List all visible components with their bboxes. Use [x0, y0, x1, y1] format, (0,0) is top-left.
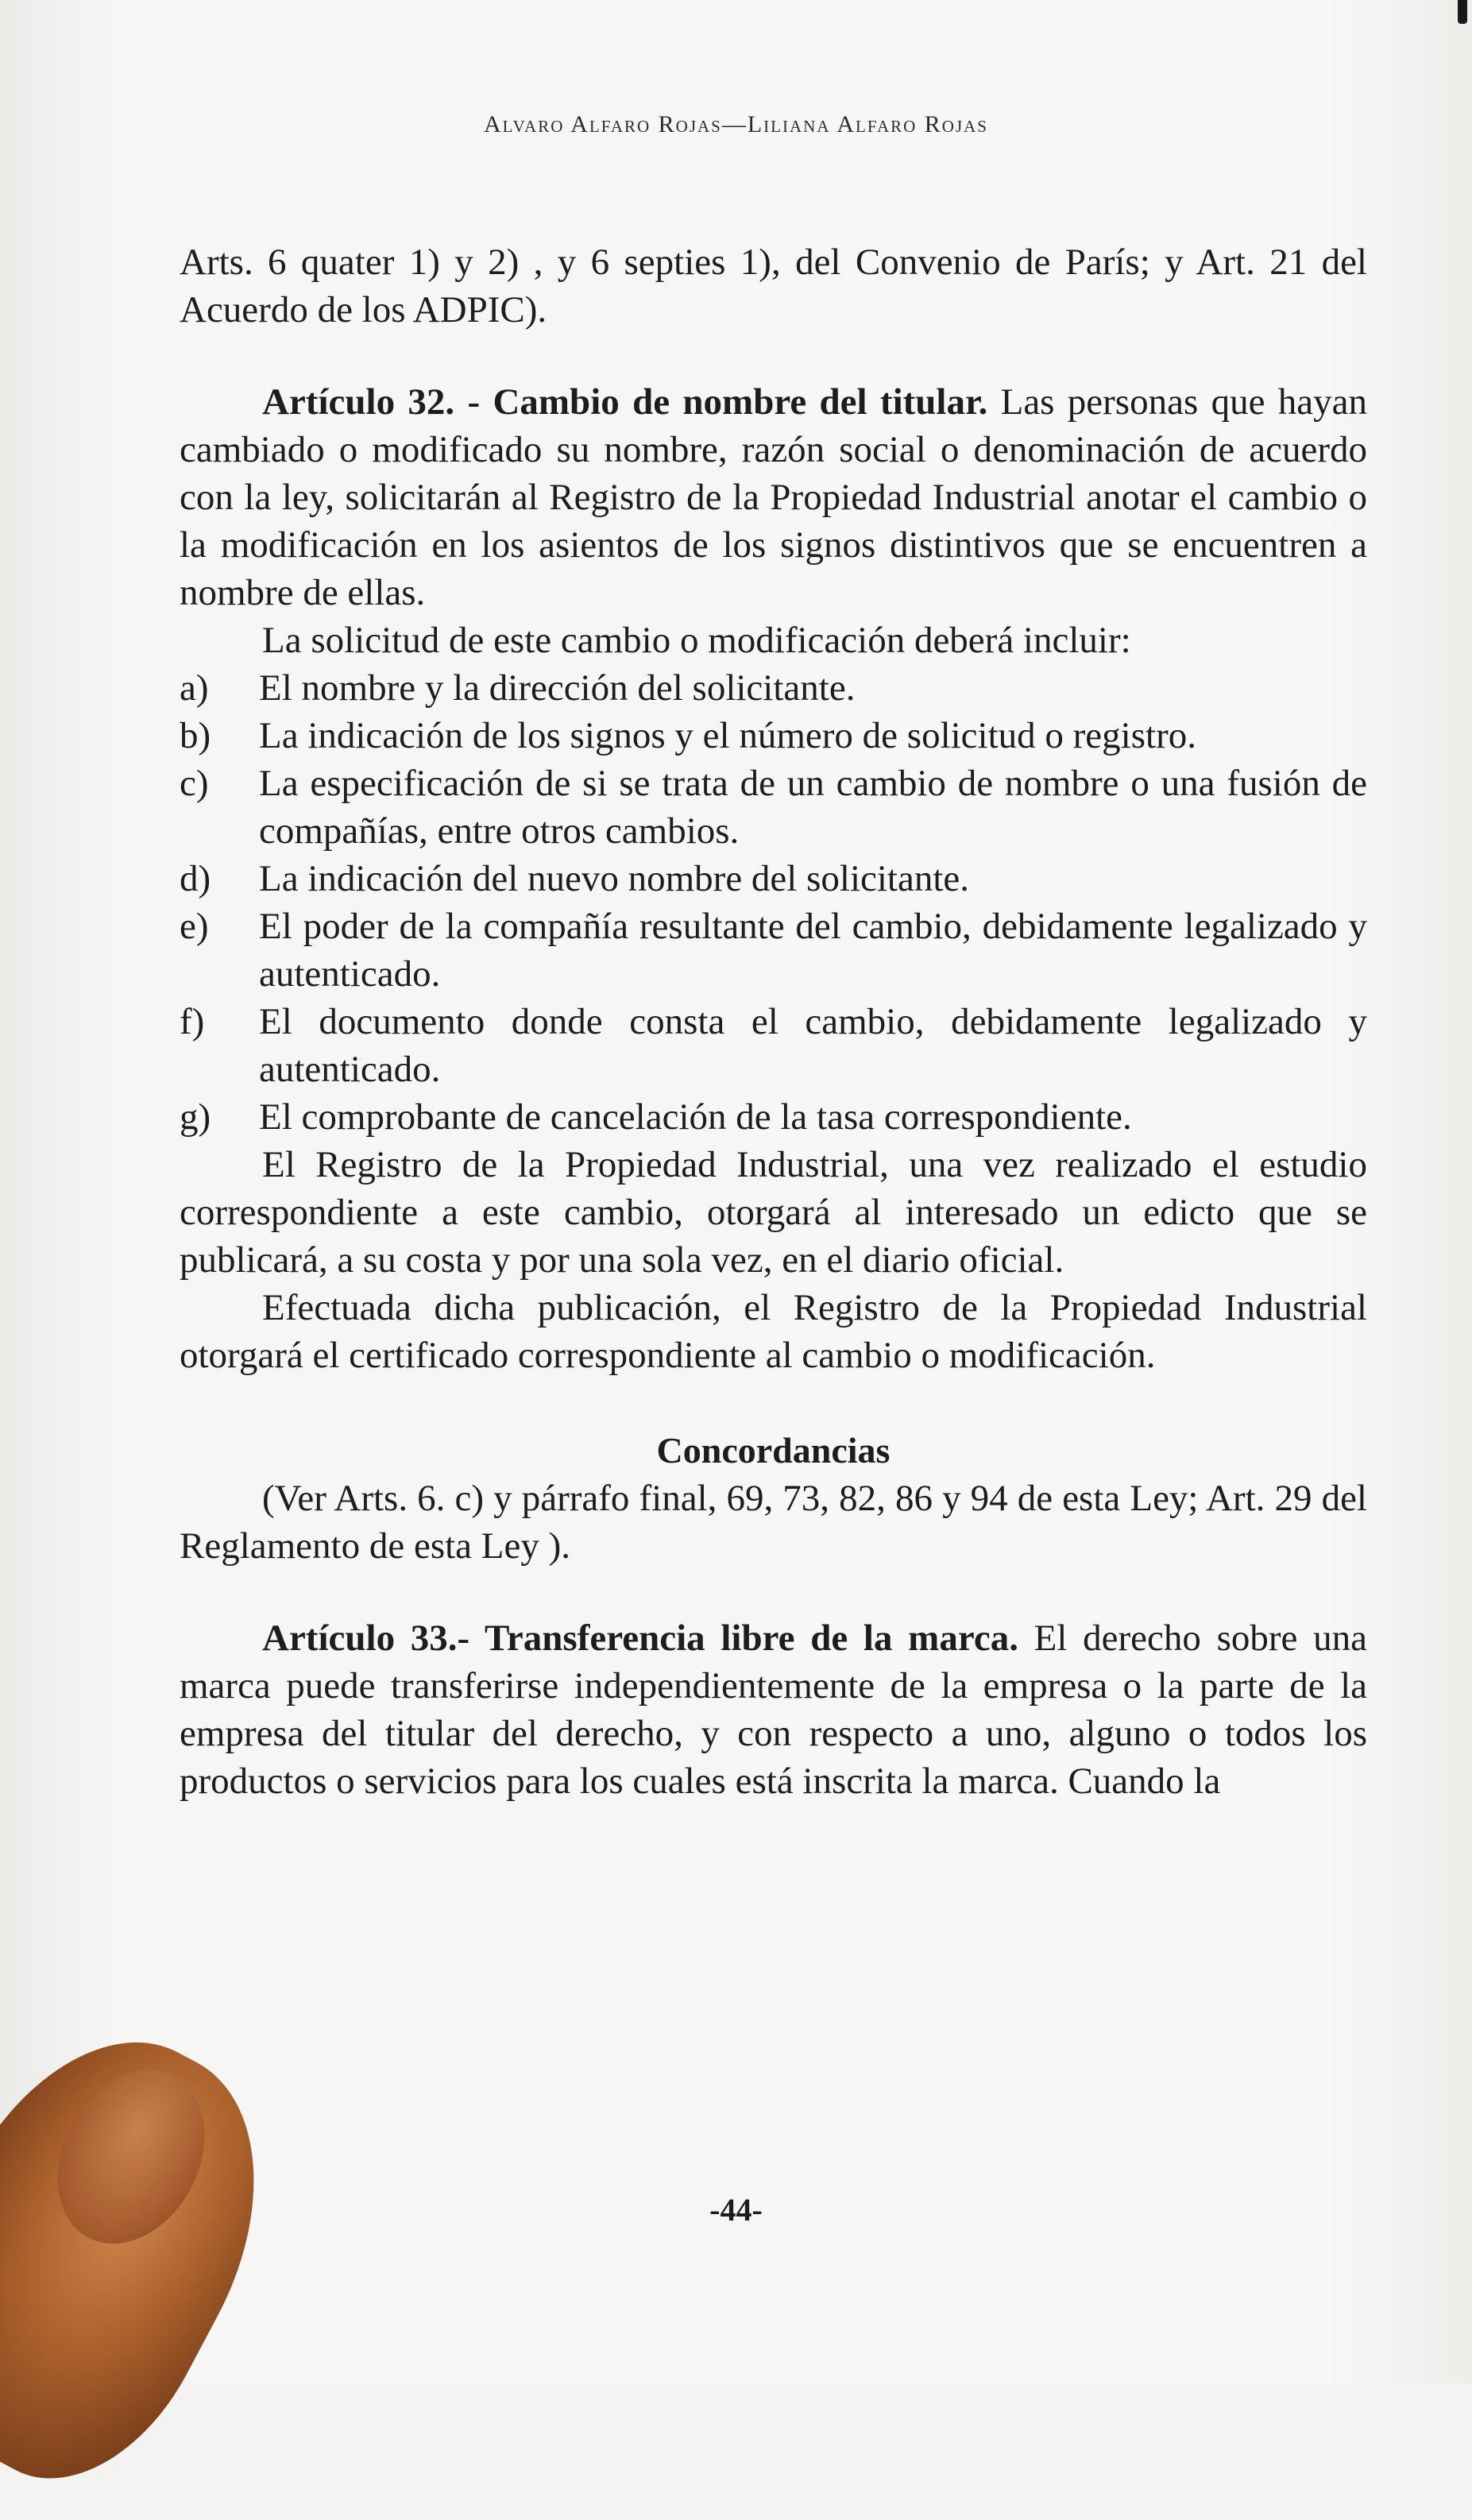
page-content [180, 238, 1367, 1805]
list-item-text: El documento donde consta el cambio, debidamente legalizado y autenticado. [259, 1001, 1367, 1090]
list-item-text: El comprobante de cancelación de la tasa correspondiente. [259, 1096, 1132, 1138]
requirements-list [180, 664, 1367, 1141]
list-item-text: La indicación de los signos y el número de solicitud o registro. [259, 715, 1196, 756]
requirements-intro: La solicitud de este cambio o modificación deberá incluir: [262, 620, 1131, 661]
article-33-heading: Artículo 33.- Transferencia libre de la marca. [262, 1618, 1018, 1659]
list-item-label: b) [180, 715, 211, 756]
certificate-paragraph: Efectuada dicha publicación, el Registro de la Propiedad Industrial otorgará el certificado correspondiente al cambio o modificación. [180, 1287, 1367, 1376]
list-item-text: El poder de la compañía resultante del cambio, debidamente legalizado y autenticado. [259, 906, 1367, 995]
article-32-body: Las personas que hayan cambiado o modificado su nombre, razón social o denominación de acuerdo con la ley, solicitarán al Registro de la Propiedad Industrial anotar el cambio o la modificación en los asientos de los signos distintivos que se encuentren a nombre de ellas. [180, 381, 1367, 613]
list-item [180, 759, 1367, 855]
article-33-body: El derecho sobre una marca puede transferirse independientemente de la empresa o la parte de la empresa del titular del derecho, y con respecto a uno, alguno o todos los productos o servicios para los cuales está inscrita la marca. Cuando la [180, 1618, 1367, 1802]
concordancias-text: (Ver Arts. 6. c) y párrafo final, 69, 73, 82, 86 y 94 de esta Ley; Art. 29 del Reglamento de esta Ley ). [180, 1478, 1367, 1567]
list-item-label: g) [180, 1096, 211, 1138]
list-item-label: d) [180, 858, 211, 899]
list-item [180, 664, 1367, 712]
list-item-text: La indicación del nuevo nombre del solicitante. [259, 858, 970, 899]
concordancias-title: Concordancias [656, 1430, 891, 1471]
list-item-label: a) [180, 667, 209, 709]
list-item [180, 998, 1367, 1093]
article-33-paragraph [180, 1614, 1367, 1805]
list-item-label: c) [180, 763, 209, 804]
edict-paragraph: El Registro de la Propiedad Industrial, una vez realizado el estudio correspondiente a este cambio, otorgará al interesado un edicto que se publicará, a su costa y por una sola vez, en el diario oficial. [180, 1144, 1367, 1281]
list-item-label: f) [180, 1001, 205, 1042]
list-item [180, 902, 1367, 998]
running-header: Alvaro Alfaro Rojas—Liliana Alfaro Rojas [484, 111, 988, 137]
page-edge-mark [1458, 0, 1467, 24]
list-item [180, 1093, 1367, 1141]
list-item-text: La especificación de si se trata de un cambio de nombre o una fusión de compañías, entre otros cambios. [259, 763, 1367, 852]
article-32-paragraph [180, 378, 1367, 616]
list-item [180, 712, 1367, 759]
page-number: -44- [709, 2192, 763, 2228]
list-item [180, 855, 1367, 902]
intro-continuation: Arts. 6 quater 1) y 2) , y 6 septies 1), del Convenio de París; y Art. 21 del Acuerdo de los ADPIC). [180, 242, 1367, 330]
list-item-label: e) [180, 906, 209, 947]
article-32-heading: Artículo 32. - Cambio de nombre del titular. [262, 381, 988, 423]
list-item-text: El nombre y la dirección del solicitante. [259, 667, 856, 709]
